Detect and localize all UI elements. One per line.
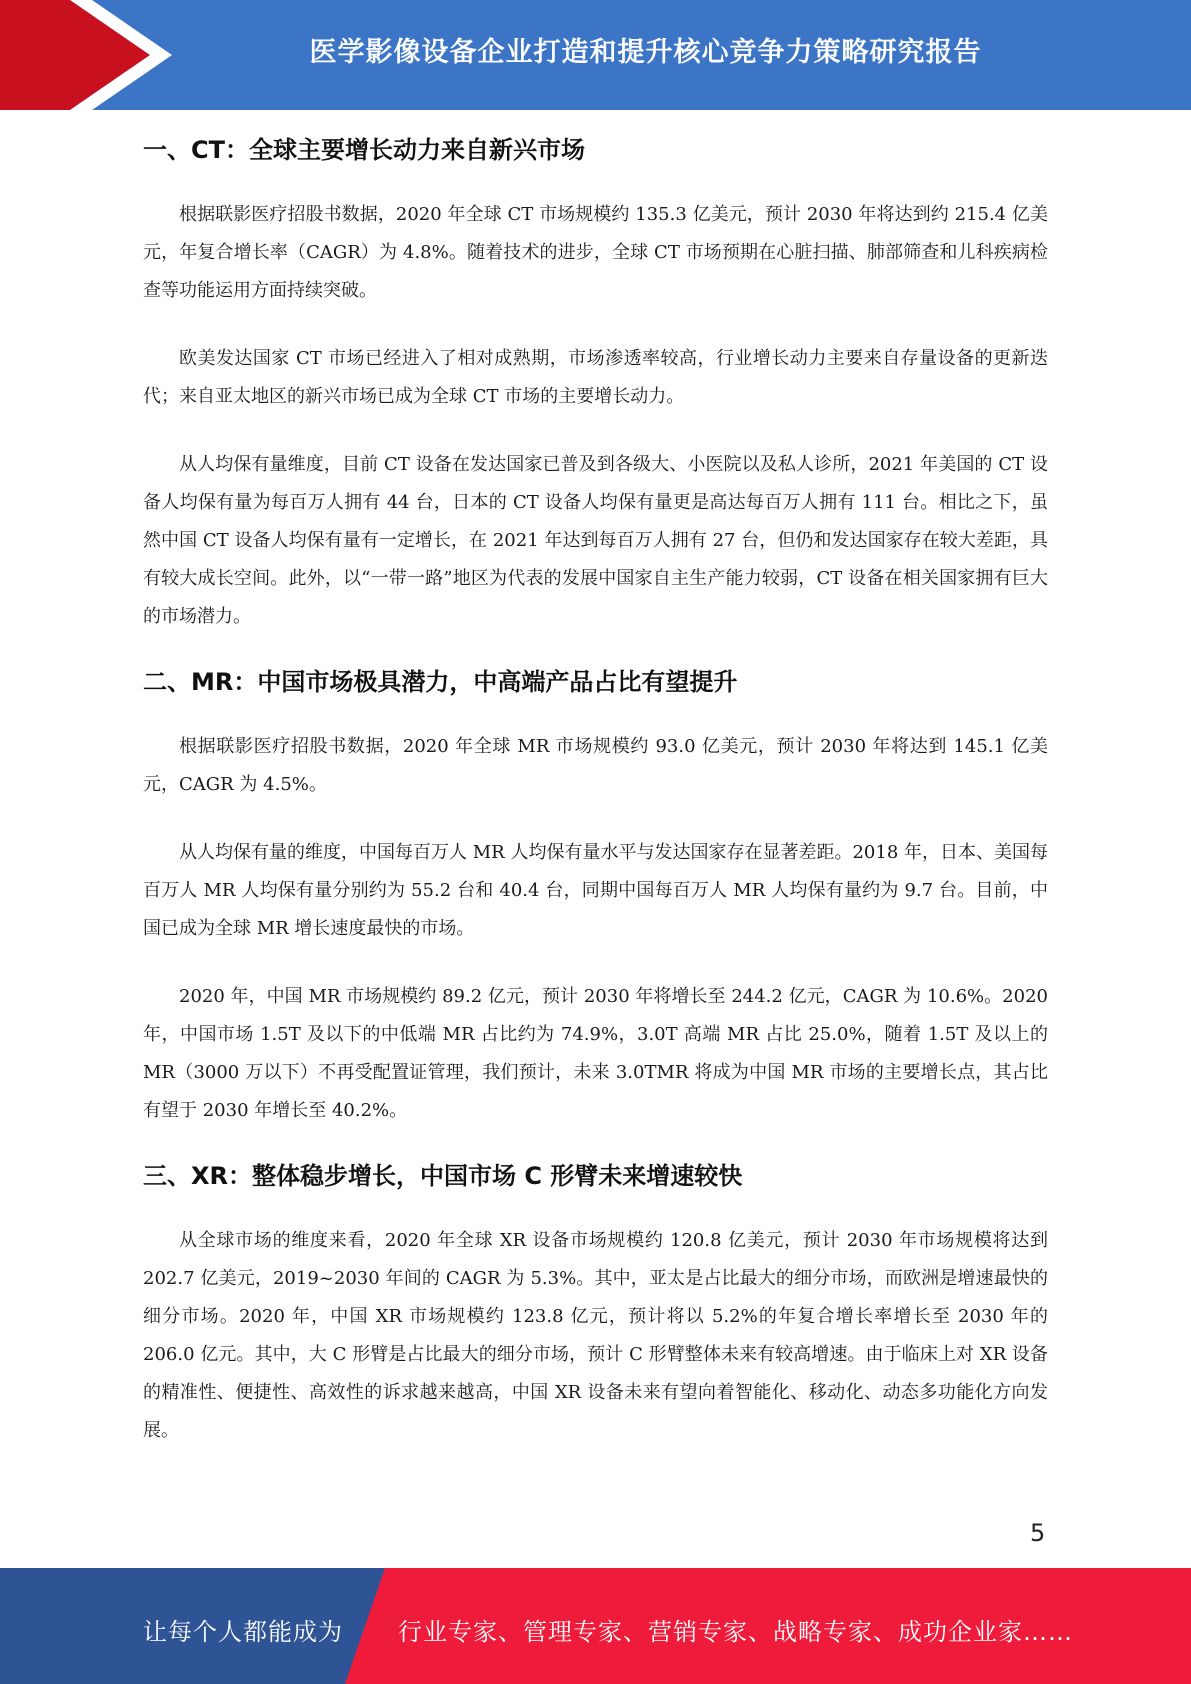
section-title-ct: 一、CT：全球主要增长动力来自新兴市场 — [143, 136, 585, 164]
document-body — [143, 128, 1048, 1450]
footer-slogan-left: 让每个人都能成为 — [143, 1618, 343, 1646]
header-banner — [0, 0, 1191, 110]
paragraph: 从全球市场的维度来看，2020 年全球 XR 设备市场规模约 120.8 亿美元，预计 2030 年市场规模将达到 202.7 亿美元，2019~2030 年间的 CAGR 为 5.3%。其中，亚太是占比最大的细分市场，而欧洲是增速最快的细分市场。2020 年，中国 XR 市场规模约 123.8 亿元，预计将以 5.2%的年复合增长率增长至 2030 年的 206.0 亿元。其中，大 C 形臂是占比最大的细分市场，预计 C 形臂整体未来有较高增速。由于临床上对 XR 设备的精准性、便捷性、高效性的诉求越来越高，中国 XR 设备未来有望向着智能化、移动化、动态多功能化方向发展。 — [143, 1230, 1048, 1441]
section-title-xr: 三、XR：整体稳步增长，中国市场 C 形臂未来增速较快 — [143, 1162, 743, 1190]
paragraph: 欧美发达国家 CT 市场已经进入了相对成熟期，市场渗透率较高，行业增长动力主要来自存量设备的更新迭代；来自亚太地区的新兴市场已成为全球 CT 市场的主要增长动力。 — [143, 348, 1048, 407]
footer-banner — [0, 1568, 1191, 1684]
paragraph: 根据联影医疗招股书数据，2020 年全球 MR 市场规模约 93.0 亿美元，预计 2030 年将达到 145.1 亿美元，CAGR 为 4.5%。 — [143, 736, 1048, 795]
paragraph: 从人均保有量维度，目前 CT 设备在发达国家已普及到各级大、小医院以及私人诊所，2021 年美国的 CT 设备人均保有量为每百万人拥有 44 台，日本的 CT 设备人均保有量更是高达每百万人拥有 111 台。相比之下，虽然中国 CT 设备人均保有量有一定增长，在 2021 年达到每百万人拥有 27 台，但仍和发达国家存在较大差距，具有较大成长空间。此外，以“一带一路”地区为代表的发展中国家自主生产能力较弱，CT 设备在相关国家拥有巨大的市场潜力。 — [143, 454, 1048, 627]
paragraph: 2020 年，中国 MR 市场规模约 89.2 亿元，预计 2030 年将增长至 244.2 亿元，CAGR 为 10.6%。2020 年，中国市场 1.5T 及以下的中低端 MR 占比约为 74.9%，3.0T 高端 MR 占比 25.0%，随着 1.5T 及以上的 MR（3000 万以下）不再受配置证管理，我们预计，未来 3.0TMR 将成为中国 MR 市场的主要增长点，其占比有望于 2030 年增长至 40.2%。 — [143, 986, 1048, 1121]
page-number: 5 — [1030, 1519, 1046, 1547]
paragraph: 从人均保有量的维度，中国每百万人 MR 人均保有量水平与发达国家存在显著差距。2018 年，日本、美国每百万人 MR 人均保有量分别约为 55.2 台和 40.4 台，同期中国每百万人 MR 人均保有量约为 9.7 台。目前，中国已成为全球 MR 增长速度最快的市场。 — [143, 842, 1048, 939]
report-title: 医学影像设备企业打造和提升核心竞争力策略研究报告 — [309, 37, 982, 68]
section-title-mr: 二、MR：中国市场极具潜力，中高端产品占比有望提升 — [143, 668, 738, 696]
footer-slogan-right: 行业专家、管理专家、营销专家、战略专家、成功企业家…… — [398, 1618, 1073, 1646]
paragraph: 根据联影医疗招股书数据，2020 年全球 CT 市场规模约 135.3 亿美元，预计 2030 年将达到约 215.4 亿美元，年复合增长率（CAGR）为 4.8%。随着技术的进步，全球 CT 市场预期在心脏扫描、肺部筛查和儿科疾病检查等功能运用方面持续突破。 — [143, 204, 1048, 301]
